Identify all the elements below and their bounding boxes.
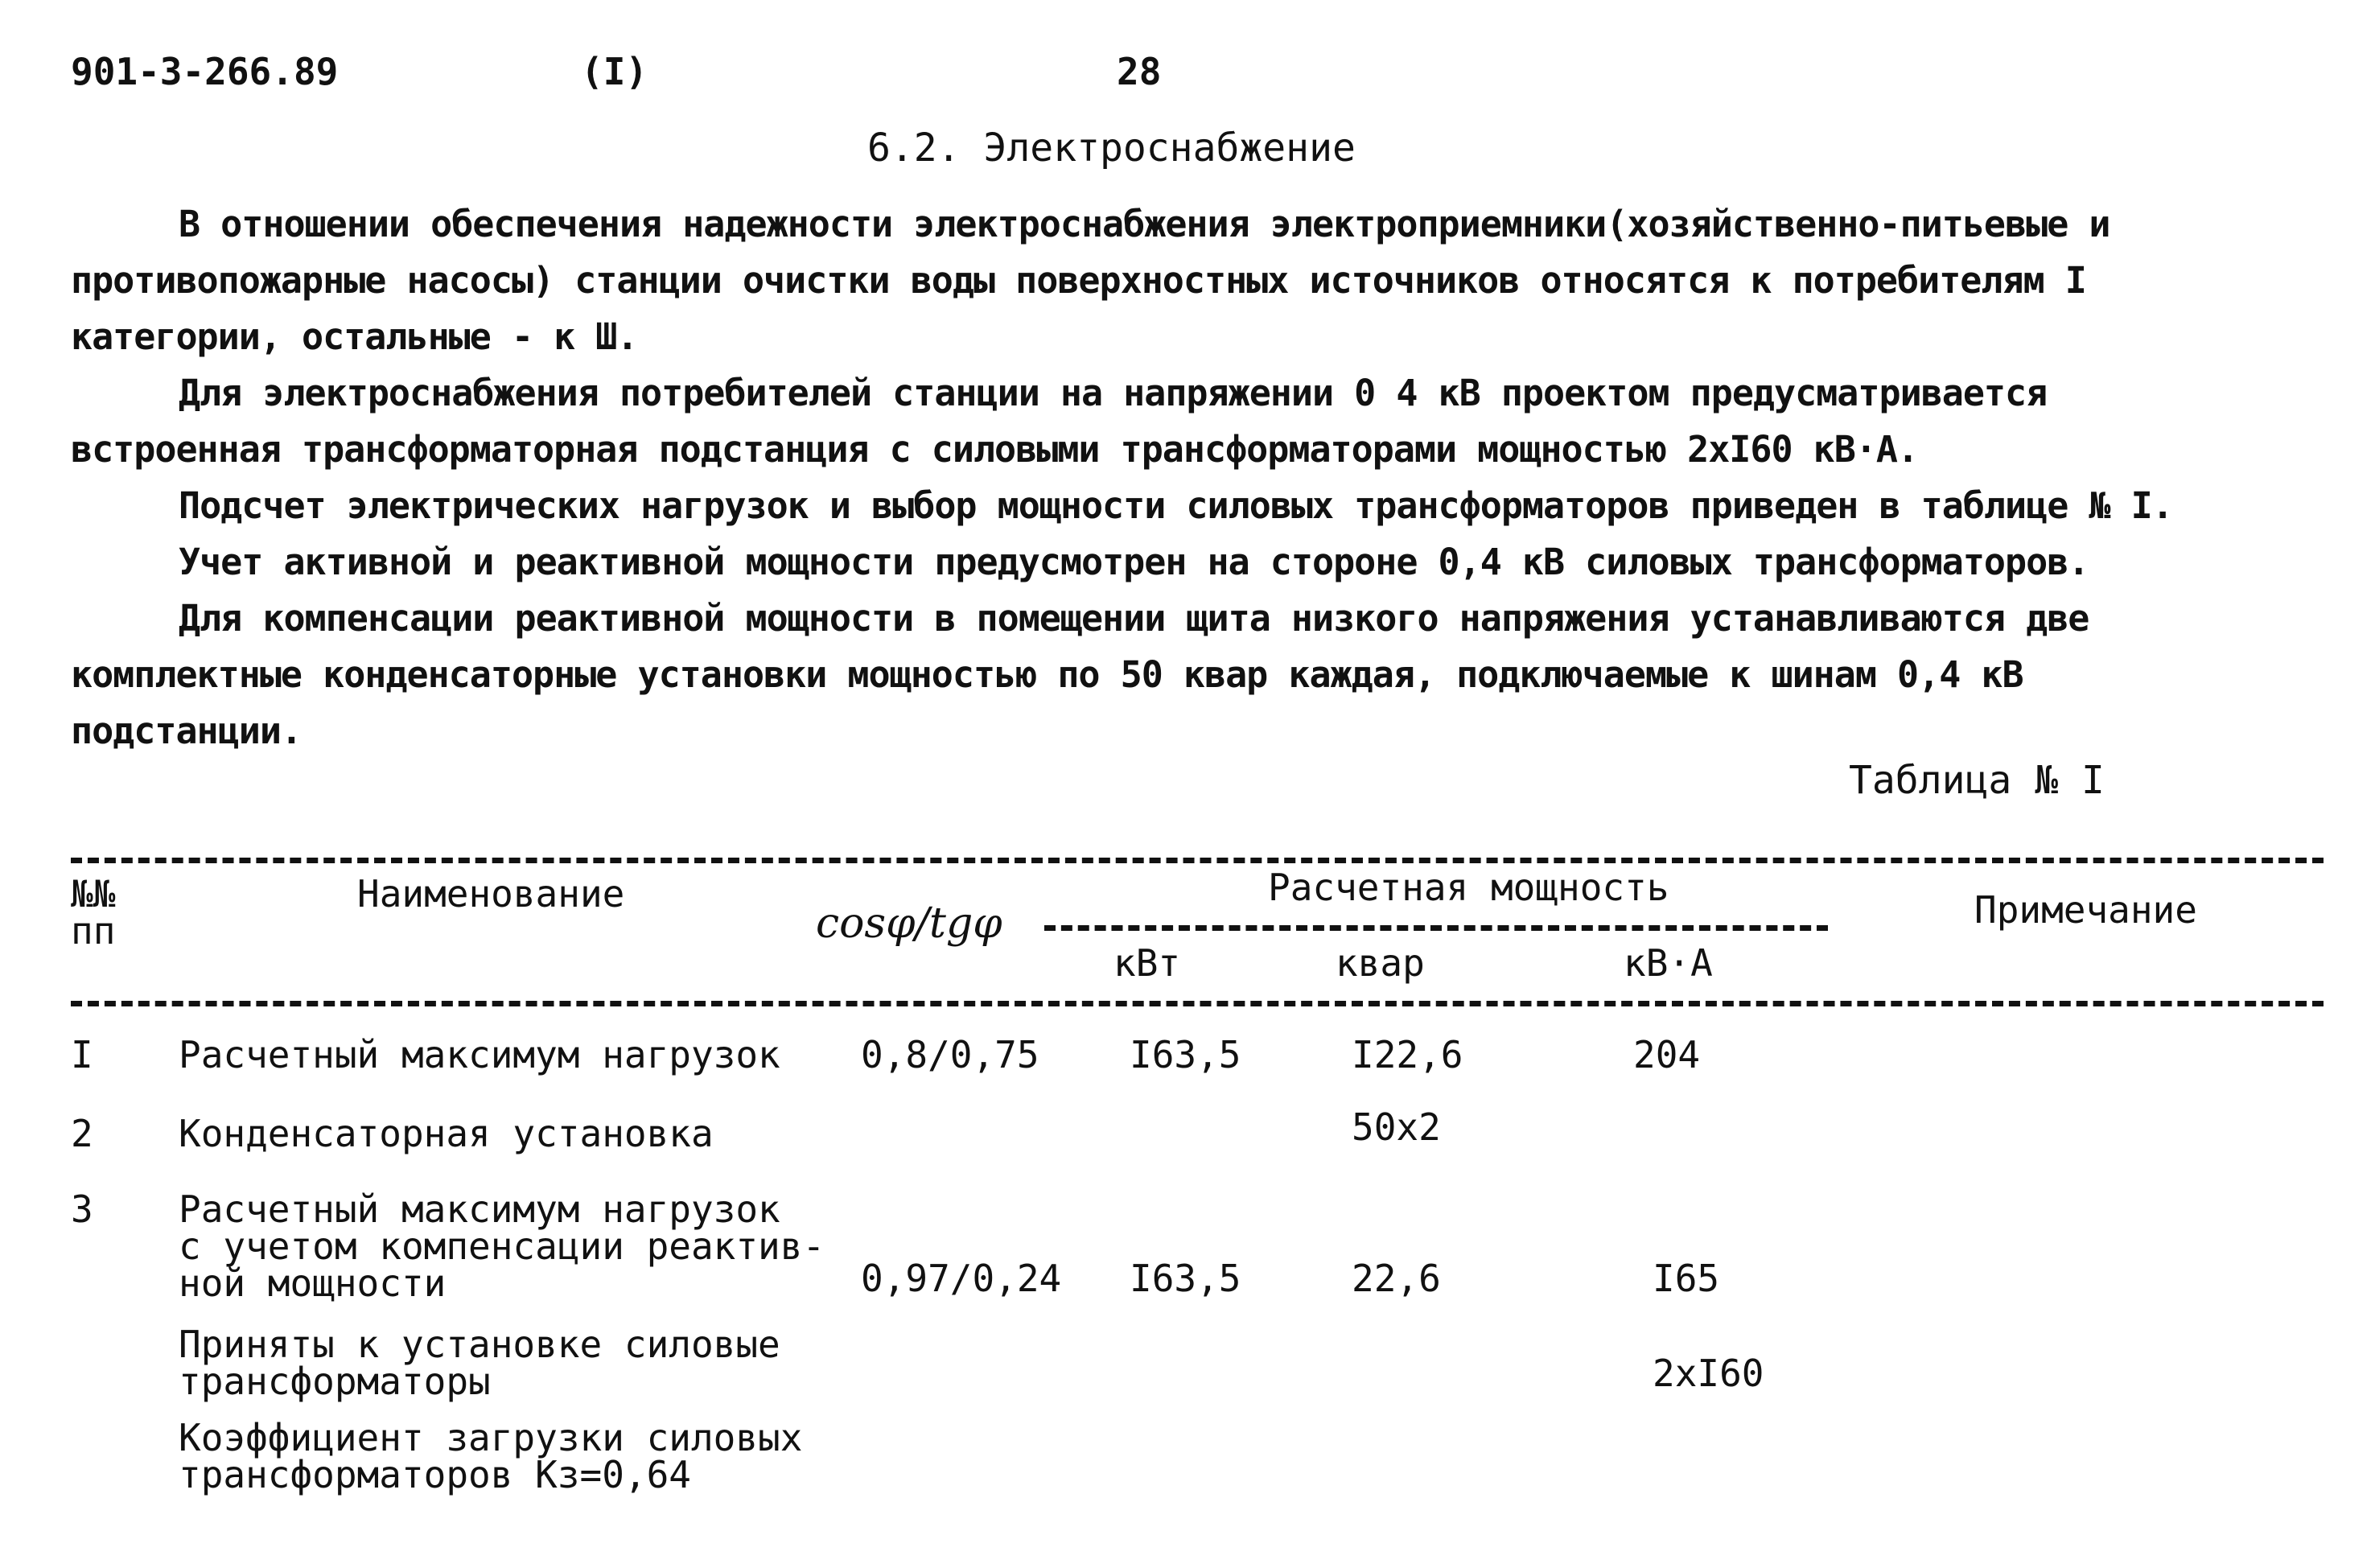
- row-1-cos: 0,8/0,75: [861, 1033, 1039, 1076]
- table-caption: Таблица № I: [1849, 758, 2105, 803]
- row-5-name-line-2: трансформаторов Кз=0,64: [179, 1453, 691, 1496]
- paragraph-5-line-1: Для компенсации реактивной мощности в помещении щита низкого напряжения устанавливаются две: [179, 597, 2089, 640]
- page-number: 28: [1117, 50, 1162, 93]
- row-3-cos: 0,97/0,24: [861, 1257, 1062, 1300]
- row-1-kw: I63,5: [1130, 1033, 1241, 1076]
- row-3-num: 3: [71, 1187, 93, 1231]
- header-kvar: квар: [1336, 941, 1425, 985]
- paragraph-2-line-2: встроенная трансформаторная подстанция с силовыми трансформаторами мощностью 2хI60 кВ·А.: [71, 428, 1919, 471]
- paragraph-1-line-1: В отношении обеспечения надежности электроснабжения электроприемники(хозяйственно-питьевые и: [179, 203, 2110, 245]
- header-note: Примечание: [1974, 888, 2197, 932]
- row-3-name-line-2: с учетом компенсации реактив-: [179, 1224, 825, 1268]
- paragraph-5-line-3: подстанции.: [71, 710, 303, 752]
- row-4-name-line-2: трансформаторы: [179, 1360, 491, 1403]
- row-4-kva: 2хI60: [1653, 1352, 1764, 1395]
- header-kva: кВ·А: [1624, 941, 1713, 985]
- table-header-bottom-rule: [71, 1001, 2324, 1006]
- row-5-name-line-1: Коэффициент загрузки силовых: [179, 1416, 803, 1459]
- row-1-kva: 204: [1633, 1033, 1701, 1076]
- row-2-kvar: 50х2: [1352, 1105, 1441, 1149]
- row-3-kva: I65: [1653, 1257, 1720, 1300]
- header-kw: кВт: [1113, 941, 1181, 985]
- row-1-name: Расчетный максимум нагрузок: [179, 1033, 780, 1076]
- header-calc-power: Расчетная мощность: [1268, 866, 1669, 909]
- paragraph-3-line-1: Подсчет электрических нагрузок и выбор мощности силовых трансформаторов приведен в таблице № I.: [179, 484, 2173, 527]
- album-number: (I): [581, 50, 648, 93]
- row-1-num: I: [71, 1033, 93, 1076]
- row-4-name-line-1: Приняты к установке силовые: [179, 1323, 780, 1366]
- table-top-rule: [71, 858, 2324, 863]
- row-3-name-line-3: ной мощности: [179, 1261, 447, 1305]
- section-title: 6.2. Электроснабжение: [867, 126, 1356, 171]
- row-2-name: Конденсаторная установка: [179, 1112, 714, 1155]
- header-name: Наименование: [357, 872, 625, 916]
- header-num-line-2: пп: [71, 909, 116, 953]
- paragraph-5-line-2: комплектные конденсаторные установки мощностью по 50 квар каждая, подключаемые к шинам 0,4 кВ: [71, 653, 2023, 696]
- row-3-kw: I63,5: [1130, 1257, 1241, 1300]
- doc-code: 901-3-266.89: [71, 50, 339, 93]
- row-1-kvar: I22,6: [1352, 1033, 1463, 1076]
- paragraph-4-line-1: Учет активной и реактивной мощности предусмотрен на стороне 0,4 кВ силовых трансформаторов.: [179, 541, 2089, 583]
- paragraph-2-line-1: Для электроснабжения потребителей станции на напряжении 0 4 кВ проектом предусматривается: [179, 372, 2048, 414]
- row-2-num: 2: [71, 1112, 93, 1155]
- power-subheader-rule: [1044, 925, 1828, 931]
- paragraph-1-line-2: противопожарные насосы) станции очистки воды поверхностных источников относятся к потребителям I: [71, 259, 2086, 302]
- header-num-line-1: №№: [71, 872, 116, 916]
- header-cos-tg: cosφ/tgφ: [816, 899, 1002, 948]
- paragraph-1-line-3: категории, остальные - к Ш.: [71, 315, 638, 358]
- row-3-kvar: 22,6: [1352, 1257, 1441, 1300]
- row-3-name-line-1: Расчетный максимум нагрузок: [179, 1187, 780, 1231]
